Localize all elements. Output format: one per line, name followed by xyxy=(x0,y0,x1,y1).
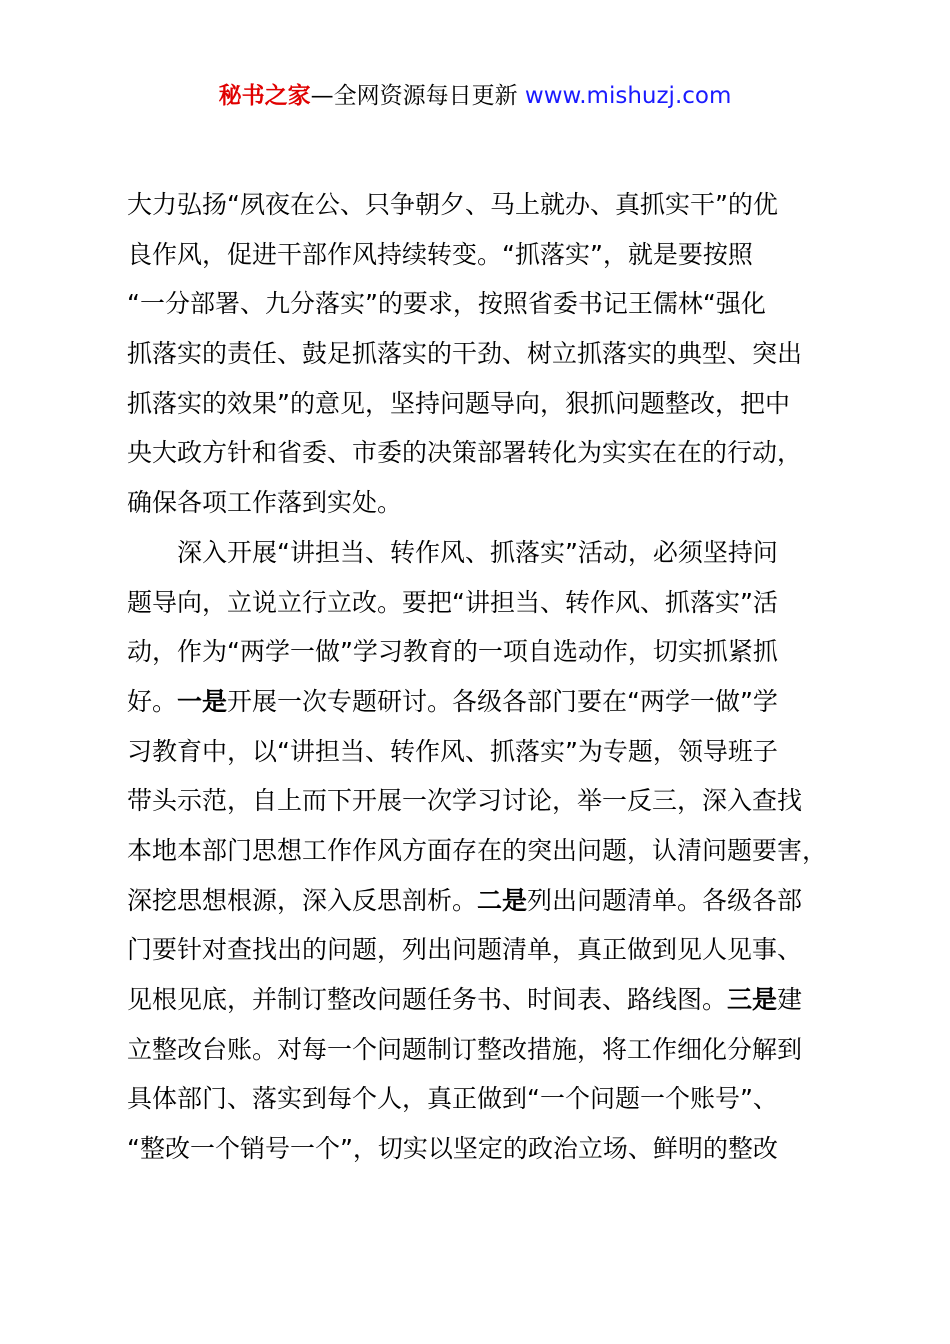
text-line xyxy=(127,478,847,528)
text-segment: 带头示范，自上而下开展一次学习讨论，举一反三，深入查找 xyxy=(127,786,803,816)
text-line xyxy=(127,1074,847,1124)
text-line xyxy=(127,428,847,478)
text-line xyxy=(127,180,847,230)
text-segment: 本地本部门思想工作作风方面存在的突出问题，认清问题要害， xyxy=(127,835,828,865)
header-tagline: —全网资源每日更新 xyxy=(310,83,518,109)
text-segment: 抓落实的责任、鼓足抓落实的干劲、树立抓落实的典型、突出 xyxy=(127,339,803,369)
text-line xyxy=(127,379,847,429)
text-line xyxy=(127,1124,847,1174)
text-segment: 习教育中，以“讲担当、转作风、抓落实”为专题，领导班子 xyxy=(127,736,778,766)
text-line xyxy=(127,578,847,628)
brand-name: 秘书之家 xyxy=(218,83,311,109)
text-segment: 良作风，促进干部作风持续转变。“抓落实”，就是要按照 xyxy=(127,239,753,269)
text-line xyxy=(127,677,847,727)
text-segment: “整改一个销号一个”，切实以坚定的政治立场、鲜明的整改 xyxy=(127,1134,778,1164)
text-segment: 动，作为“两学一做”学习教育的一项自选动作，切实抓紧抓 xyxy=(127,637,778,667)
text-segment: 见根见底，并制订整改问题任务书、时间表、路线图。 xyxy=(127,985,728,1014)
text-line xyxy=(127,230,847,280)
site-url-link[interactable]: www.mishuzj.com xyxy=(524,83,732,109)
text-line xyxy=(127,528,847,578)
site-header xyxy=(0,80,950,112)
text-segment: 深入开展“讲担当、转作风、抓落实”活动，必须坚持问 xyxy=(177,537,778,567)
text-line xyxy=(127,279,847,329)
text-segment: 立整改台账。对每一个问题制订整改措施，将工作细化分解到 xyxy=(127,1034,803,1064)
text-segment: 好。 xyxy=(127,686,178,716)
text-line xyxy=(127,876,847,926)
text-line xyxy=(127,925,847,975)
text-segment: 大力弘扬“夙夜在公、只争朝夕、马上就办、真抓实干”的优 xyxy=(127,190,778,219)
bold-marker: 三是 xyxy=(727,985,778,1014)
text-segment: 题导向，立说立行立改。要把“讲担当、转作风、抓落实”活 xyxy=(127,587,778,617)
text-segment: 深挖思想根源，深入反思剖析。 xyxy=(127,885,478,915)
text-line xyxy=(127,627,847,677)
bold-marker: 二是 xyxy=(477,885,528,915)
text-line xyxy=(127,727,847,777)
document-body xyxy=(127,180,847,1174)
text-line xyxy=(127,776,847,826)
text-line xyxy=(127,1025,847,1075)
text-segment: 抓落实的效果”的意见，坚持问题导向，狠抓问题整改，把中 xyxy=(127,388,790,418)
text-line xyxy=(127,329,847,379)
text-line xyxy=(127,975,847,1025)
text-segment: 确保各项工作落到实处。 xyxy=(127,488,403,518)
bold-marker: 一是 xyxy=(177,686,228,716)
text-segment: “一分部署、九分落实”的要求，按照省委书记王儒林“强化 xyxy=(127,289,766,319)
text-segment: 建 xyxy=(777,985,803,1014)
text-segment: 列出问题清单。各级各部 xyxy=(527,885,803,915)
text-segment: 具体部门、落实到每个人，真正做到“一个问题一个账号”、 xyxy=(127,1084,778,1114)
text-segment: 开展一次专题研讨。各级各部门要在“两学一做”学 xyxy=(227,686,778,716)
text-segment: 门要针对查找出的问题，列出问题清单，真正做到见人见事、 xyxy=(127,935,803,965)
text-segment: 央大政方针和省委、市委的决策部署转化为实实在在的行动， xyxy=(127,438,803,468)
text-line xyxy=(127,826,847,876)
